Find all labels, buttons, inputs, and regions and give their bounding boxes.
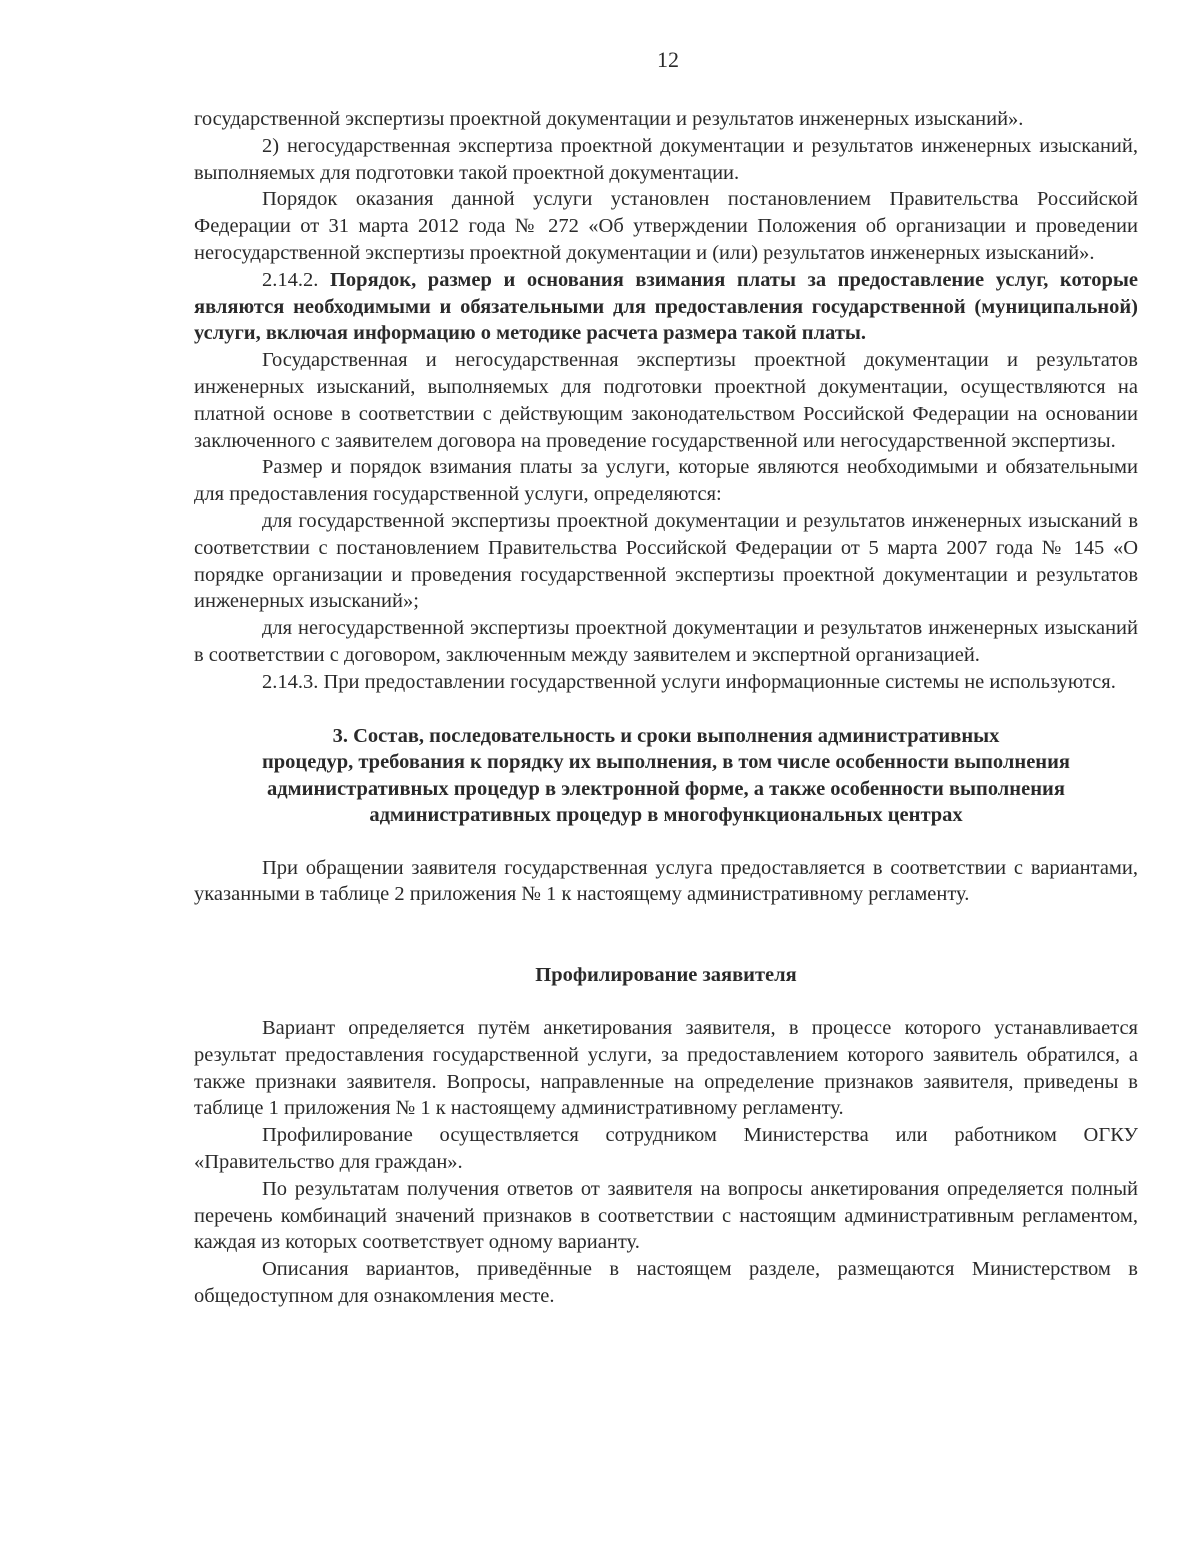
paragraph-service-order: Порядок оказания данной услуги установлен постановлением Правительства Российской Федерации от 31 марта 2012 года № 272 «Об утверждении Положения об организации и проведении негосударственной экспертизы проектной документации и (или) результатов инженерных изысканий».: [194, 188, 1138, 264]
paragraph-state-expertise: для государственной экспертизы проектной документации и результатов инженерных изысканий в соответствии с постановлением Правительства Российской Федерации от 5 марта 2007 года № 145 «О порядке организации и проведения государственной экспертизы проектной документации и результатов инженерных изысканий»;: [194, 509, 1138, 613]
paragraph-fee-order: Размер и порядок взимания платы за услуги, которые являются необходимыми и обязательными для предоставления государственной услуги, определяются:: [194, 456, 1138, 506]
paragraph-nonstate-expertise: для негосударственной экспертизы проектной документации и результатов инженерных изысканий в соответствии с договором, заключенным между заявителем и экспертной организацией.: [194, 617, 1138, 666]
section-3-heading-line: административных процедур в многофункциональных центрах: [369, 804, 963, 827]
paragraph-paid-basis: Государственная и негосударственная экспертизы проектной документации и результатов инженерных изысканий, выполняемых для подготовки проектной документации, осуществляются на платной основе в соответствии с действующим законодательством Российской Федерации на основании заключенного с заявителем договора на проведение государственной или негосударственной экспертизы.: [194, 349, 1138, 452]
item-2-14-2-number: 2.14.2.: [262, 268, 330, 291]
page-number: 12: [657, 47, 679, 72]
paragraph-continuation: государственной экспертизы проектной документации и результатов инженерных изысканий».: [194, 108, 1024, 130]
profiling-paragraph: Вариант определяется путём анкетирования заявителя, в процессе которого устанавливается результат предоставления государственной услуги, за предоставлением которого заявитель обратился, а также признаки заявителя. Вопросы, направленные на определение признаков заявителя, приведены в таблице 1 приложения № 1 к настоящему административному регламенту.: [194, 1016, 1138, 1120]
section-3-heading-line: административных процедур в электронной форме, а также особенности выполнения: [267, 777, 1065, 800]
item-2-14-3: 2.14.3. При предоставлении государственной услуги информационные системы не используются.: [262, 670, 1116, 693]
section-3-heading-line: процедур, требования к порядку их выполнения, в том числе особенности выполнения: [261, 751, 1071, 774]
profiling-paragraph: Профилирование осуществляется сотрудником Министерства или работником ОГКУ «Правительство для граждан».: [194, 1124, 1138, 1173]
section-3-heading-line: 3. Состав, последовательность и сроки выполнения административных: [332, 724, 1000, 747]
paragraph-item-2: 2) негосударственная экспертиза проектной документации и результатов инженерных изысканий, выполняемых для подготовки такой проектной документации.: [194, 134, 1138, 184]
profiling-paragraph: Описания вариантов, приведённые в настоящем разделе, размещаются Министерством в общедоступном для ознакомления месте.: [194, 1258, 1138, 1307]
item-2-14-2-title: Порядок, размер и основания взимания платы за предоставление услуг, которые являются необходимыми и обязательными для предоставления государственной (муниципальной) услуги, включая информацию о методике расчета размера такой платы.: [194, 268, 1138, 345]
section-3-heading: [194, 723, 1138, 829]
section-3-intro: При обращении заявителя государственная услуга предоставляется в соответствии с вариантами, указанными в таблице 2 приложения № 1 к настоящему административному регламенту.: [194, 856, 1138, 906]
profiling-paragraph: По результатам получения ответов от заявителя на вопросы анкетирования определяется полный перечень комбинаций значений признаков в соответствии с настоящим административным регламентом, каждая из которых соответствует одному варианту.: [194, 1177, 1138, 1254]
profiling-heading: Профилирование заявителя: [535, 964, 797, 987]
document-body: [194, 106, 1138, 1310]
item-2-14-2: [194, 267, 1138, 347]
